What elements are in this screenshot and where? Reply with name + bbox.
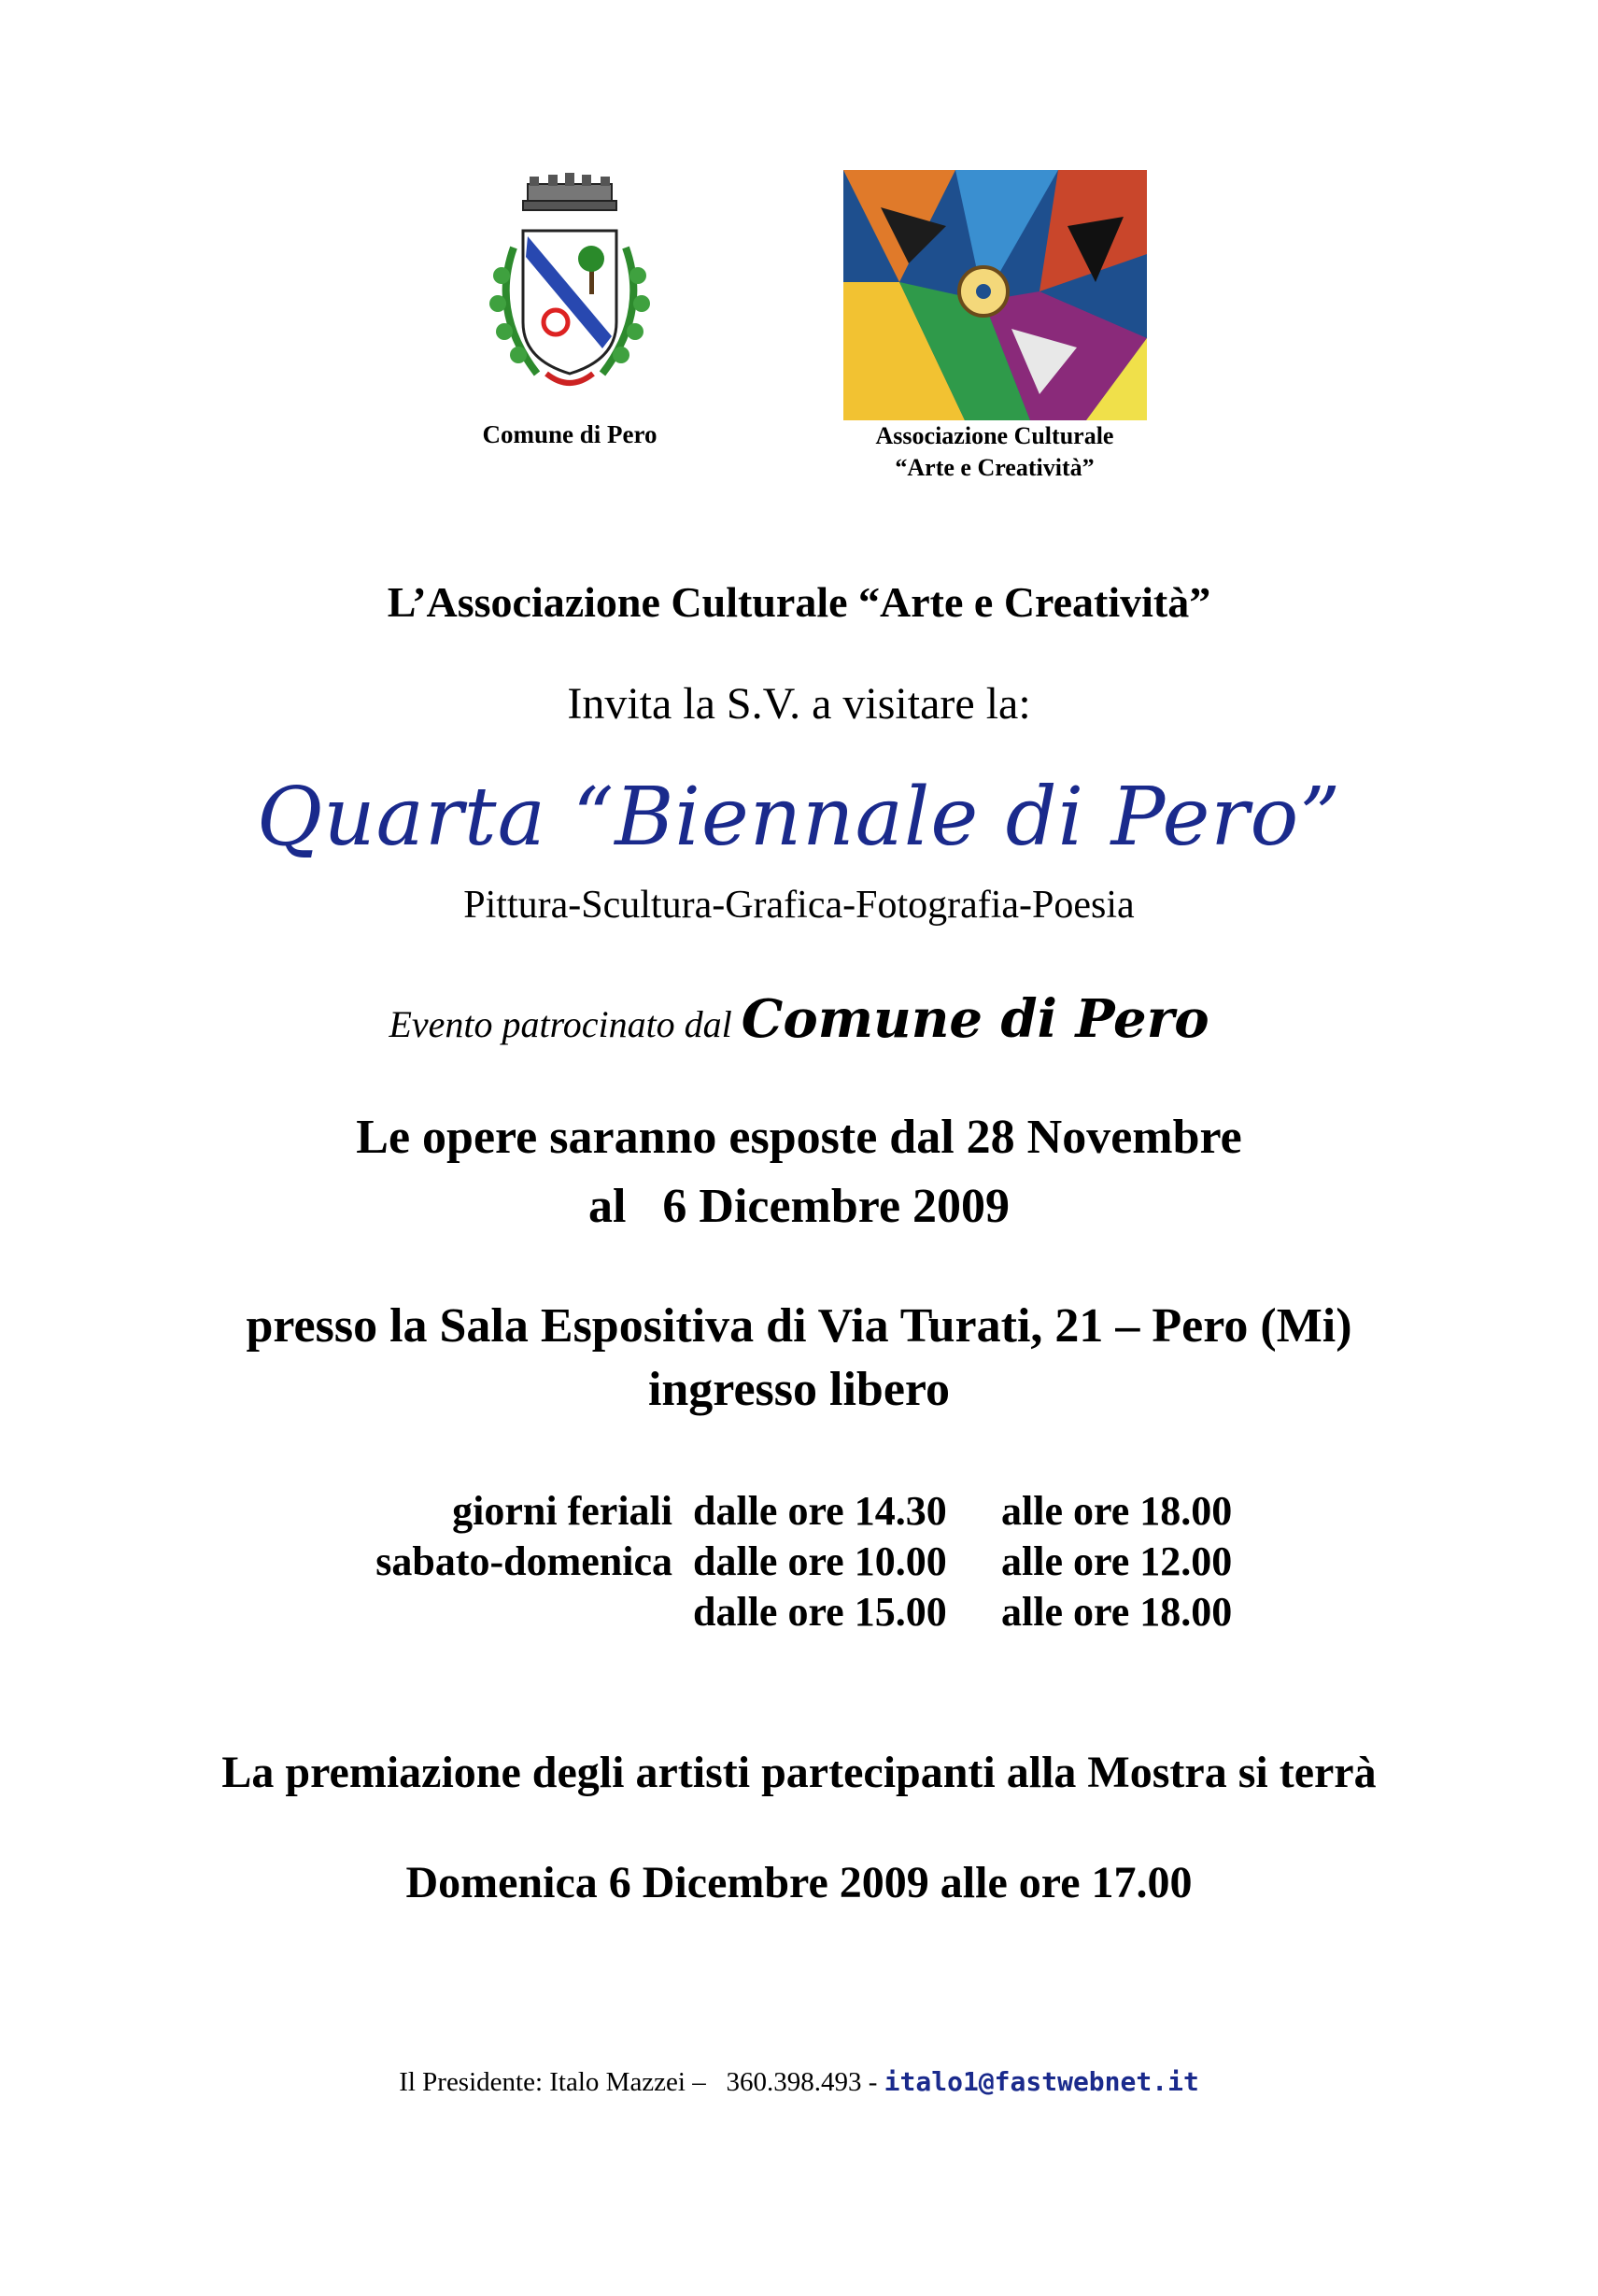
email-link[interactable]: italo1@fastwebnet.it xyxy=(884,2066,1199,2097)
exhibition-dates-line1: Le opere saranno esposte dal 28 Novembre xyxy=(356,1111,1242,1164)
entry-note: ingresso libero xyxy=(647,1363,951,1416)
president-name: Il Presidente: Italo Mazzei – xyxy=(399,2067,706,2097)
schedule-days: sabato-domenica xyxy=(375,1538,672,1584)
association-artwork-logo xyxy=(843,170,1147,420)
comune-logo-label: Comune di Pero xyxy=(482,420,658,448)
schedule-from: dalle ore 15.00 xyxy=(693,1589,947,1635)
footer-contact xyxy=(0,2066,1598,2098)
association-logo-label-line1: Associazione Culturale xyxy=(875,422,1114,449)
phone-number: 360.398.493 - xyxy=(726,2067,878,2097)
venue-line: presso la Sala Espositiva di Via Turati, 21 – Pero (Mi) xyxy=(246,1299,1352,1353)
awards-date: Domenica 6 Dicembre 2009 alle ore 17.00 xyxy=(405,1858,1193,1907)
comune-crest-logo xyxy=(472,173,668,402)
event-title: Quarta “Biennale di Pero” xyxy=(256,771,1342,864)
association-logo-label-line2: “Arte e Creatività” xyxy=(895,454,1095,481)
schedule-from: dalle ore 10.00 xyxy=(693,1538,947,1584)
schedule-days: giorni feriali xyxy=(452,1488,672,1534)
invite-text: Invita la S.V. a visitare la: xyxy=(567,679,1031,729)
sponsor-line xyxy=(0,988,1598,1050)
shield-icon xyxy=(523,231,616,374)
sponsor-prefix: Evento patrocinato dal xyxy=(389,1003,732,1045)
crown-icon xyxy=(523,173,616,210)
schedule-from: dalle ore 14.30 xyxy=(693,1488,947,1534)
sponsor-name: Comune di Pero xyxy=(741,988,1209,1050)
schedule-to: alle ore 12.00 xyxy=(1001,1538,1233,1584)
schedule-to: alle ore 18.00 xyxy=(1001,1589,1233,1635)
exhibition-dates-line2: al 6 Dicembre 2009 xyxy=(587,1180,1011,1233)
headline: L’Associazione Culturale “Arte e Creatività” xyxy=(387,578,1211,626)
awards-announcement: La premiazione degli artisti partecipanti alla Mostra si terrà xyxy=(221,1748,1377,1797)
disciplines-line: Pittura-Scultura-Grafica-Fotografia-Poesia xyxy=(463,884,1135,927)
schedule-to: alle ore 18.00 xyxy=(1001,1488,1233,1534)
